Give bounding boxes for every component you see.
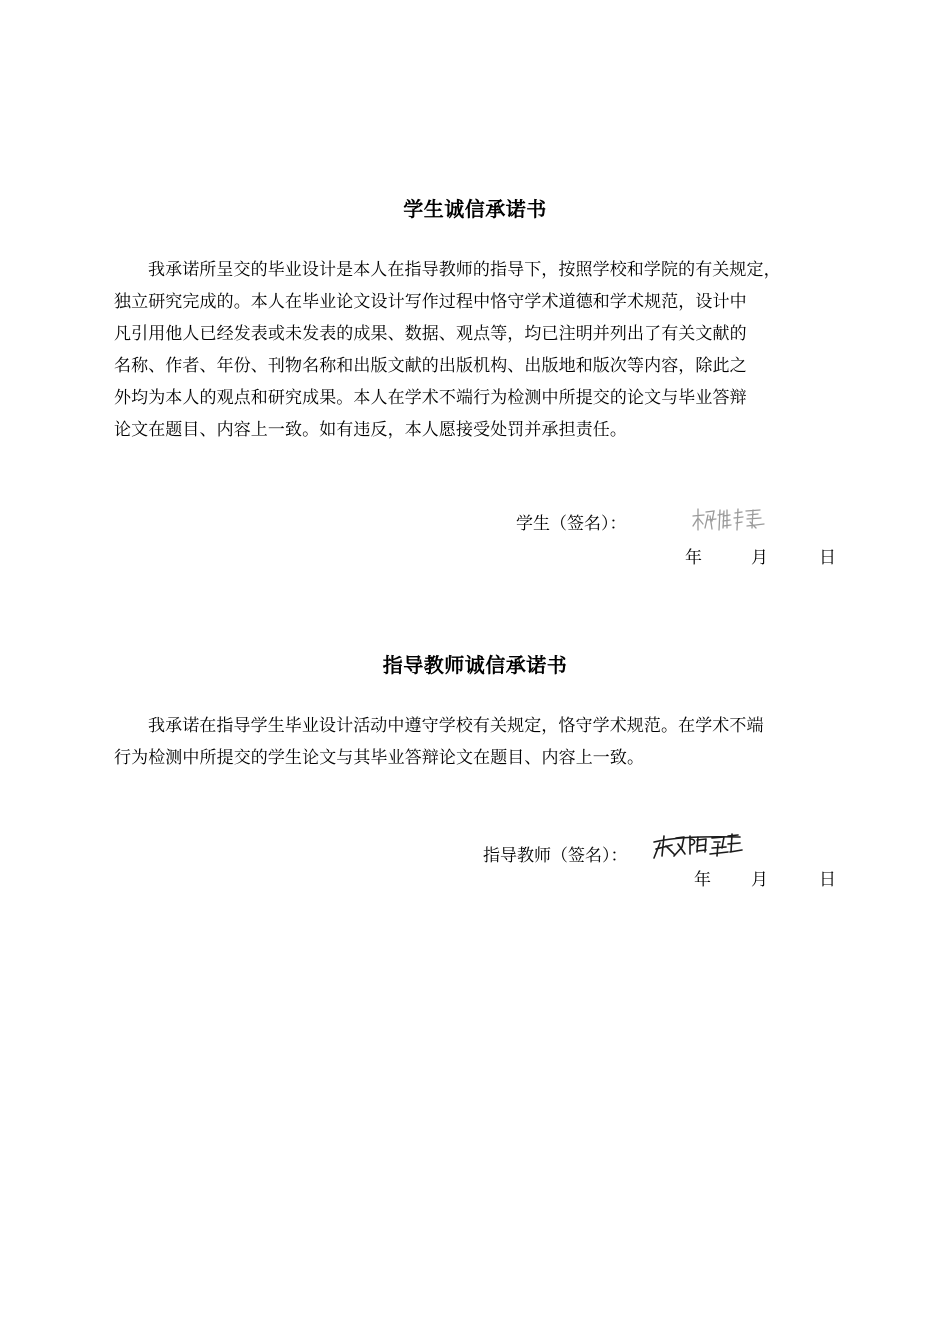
teacher-date-month: 月	[751, 870, 768, 890]
teacher-date-year: 年	[694, 870, 711, 890]
teacher-pledge-line: 行为检测中所提交的学生论文与其毕业答辩论文在题目、内容上一致。	[114, 748, 645, 768]
student-pledge-line: 我承诺所呈交的毕业设计是本人在指导教师的指导下，按照学校和学院的有关规定，	[148, 260, 781, 280]
teacher-pledge-line: 我承诺在指导学生毕业设计活动中遵守学校有关规定，恪守学术规范。在学术不端	[148, 716, 764, 736]
student-signature-image	[690, 506, 768, 534]
student-pledge-line: 名称、作者、年份、刊物名称和出版文献的出版机构、出版地和版次等内容，除此之	[114, 356, 747, 376]
teacher-signature-label: 指导教师（签名）：	[483, 846, 628, 866]
student-pledge-line: 外均为本人的观点和研究成果。本人在学术不端行为检测中所提交的论文与毕业答辩	[114, 388, 747, 408]
teacher-pledge-title: 指导教师诚信承诺书	[382, 653, 568, 677]
student-pledge-line: 独立研究完成的。本人在毕业论文设计写作过程中恪守学术道德和学术规范，设计中	[114, 292, 747, 312]
student-signature-label: 学生（签名）：	[516, 514, 627, 534]
student-pledge-line: 论文在题目、内容上一致。如有违反，本人愿接受处罚并承担责任。	[114, 420, 627, 440]
teacher-date-day: 日	[819, 870, 836, 890]
student-date-month: 月	[751, 548, 768, 568]
student-pledge-line: 凡引用他人已经发表或未发表的成果、数据、观点等，均已注明并列出了有关文献的	[114, 324, 747, 344]
student-pledge-title: 学生诚信承诺书	[403, 197, 547, 221]
student-date-year: 年	[685, 548, 702, 568]
teacher-signature-image	[652, 830, 744, 862]
student-date-day: 日	[819, 548, 836, 568]
